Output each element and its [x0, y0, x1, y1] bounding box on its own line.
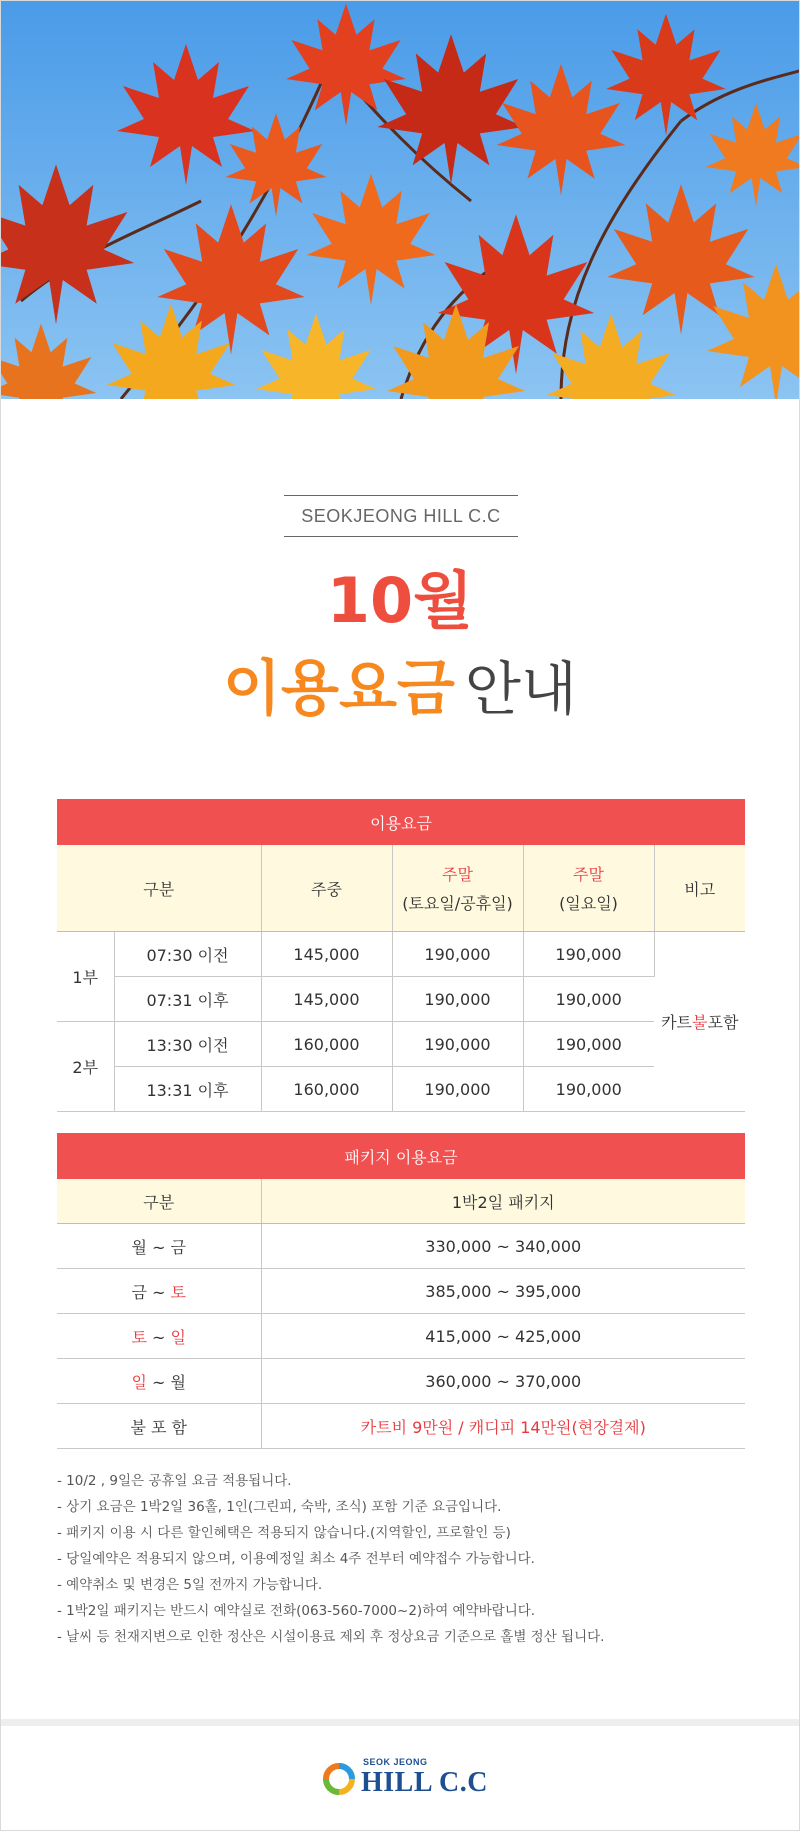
day-range — [57, 1359, 261, 1404]
fee-table — [57, 799, 745, 1112]
title-rest: 안내 — [464, 655, 577, 723]
autumn-maple-hero-image — [1, 1, 799, 399]
seokjeong-hill-logo — [321, 1757, 491, 1799]
header-weekday: 주중 — [261, 845, 392, 932]
day-range — [57, 1269, 261, 1314]
header-category: 구분 — [57, 845, 261, 932]
note-included: 포함 — [707, 1013, 739, 1032]
note-item: - 10/2 , 9일은 공휴일 요금 적용됩니다. — [57, 1473, 292, 1489]
sun-price: 190,000 — [523, 1067, 654, 1112]
weekday-price: 160,000 — [261, 1022, 392, 1067]
day-start: 월 — [131, 1237, 147, 1257]
day-start: 일 — [131, 1372, 147, 1392]
header-package: 1박2일 패키지 — [261, 1179, 745, 1224]
table-row — [57, 1067, 745, 1112]
table-row — [57, 932, 745, 977]
package-table — [57, 1133, 745, 1449]
package-price: 415,000 ~ 425,000 — [261, 1314, 745, 1359]
header-weekend-sun-sub: (일요일) — [559, 894, 618, 913]
package-price: 360,000 ~ 370,000 — [261, 1359, 745, 1404]
group-label: 1부 — [57, 932, 114, 1022]
note-cell — [654, 932, 745, 1112]
table-row — [57, 977, 745, 1022]
day-start: 금 — [131, 1282, 147, 1302]
fee-table-header-row — [57, 845, 745, 932]
header-weekend-sat-sub: (토요일/공휴일) — [402, 894, 513, 913]
header-category: 구분 — [57, 1179, 261, 1224]
table-row — [57, 1269, 745, 1314]
brand-name: SEOKJEONG HILL C.C — [284, 495, 518, 537]
note-item: - 당일예약은 적용되지 않으며, 이용예정일 최소 4주 전부터 예약접수 가능합니다. — [57, 1551, 535, 1567]
title-highlight: 이용요금 — [223, 654, 455, 724]
weekday-price: 160,000 — [261, 1067, 392, 1112]
package-price: 385,000 ~ 395,000 — [261, 1269, 745, 1314]
note-item: - 패키지 이용 시 다른 할인혜택은 적용되지 않습니다.(지역할인, 프로할인 등) — [57, 1525, 511, 1541]
excluded-value: 카트비 9만원 / 캐디피 14만원(현장결제) — [261, 1404, 745, 1449]
time-cell: 13:30 이전 — [114, 1022, 261, 1067]
time-cell: 07:30 이전 — [114, 932, 261, 977]
package-table-header-row — [57, 1179, 745, 1224]
day-end: 토 — [170, 1282, 186, 1302]
excluded-label: 불 포 함 — [57, 1404, 261, 1449]
fee-table-caption: 이용요금 — [57, 799, 745, 845]
sat-price: 190,000 — [392, 1067, 523, 1112]
notes-list — [57, 1468, 757, 1650]
time-cell: 07:31 이후 — [114, 977, 261, 1022]
table-row — [57, 1022, 745, 1067]
header-weekend-sun — [523, 845, 654, 932]
note-item: - 날씨 등 천재지변으로 인한 정산은 시설이용료 제외 후 정상요금 기준으로 홀별 정산 됩니다. — [57, 1629, 605, 1645]
title-month: 10월 — [326, 564, 474, 637]
time-cell: 13:31 이후 — [114, 1067, 261, 1112]
note-excluded: 불 — [692, 1013, 708, 1032]
sat-price: 190,000 — [392, 977, 523, 1022]
footer-divider — [1, 1719, 799, 1726]
note-item: - 예약취소 및 변경은 5일 전까지 가능합니다. — [57, 1577, 323, 1593]
day-range — [57, 1314, 261, 1359]
day-separator: ~ — [146, 1237, 171, 1257]
package-table-caption: 패키지 이용요금 — [57, 1133, 745, 1179]
day-separator: ~ — [146, 1372, 171, 1392]
sun-price: 190,000 — [523, 1022, 654, 1067]
sun-price: 190,000 — [523, 932, 654, 977]
header-weekend-sat — [392, 845, 523, 932]
day-end: 일 — [170, 1327, 186, 1347]
package-price: 330,000 ~ 340,000 — [261, 1224, 745, 1269]
header-weekend-sun-label: 주말 — [573, 865, 604, 884]
header-note: 비고 — [654, 845, 745, 932]
weekday-price: 145,000 — [261, 932, 392, 977]
logo-big-text: HILL C.C — [361, 1767, 488, 1798]
ring-logo-icon — [321, 1761, 357, 1797]
page-title — [1, 649, 799, 744]
note-cart: 카트 — [661, 1013, 693, 1032]
table-row — [57, 1224, 745, 1269]
sun-price: 190,000 — [523, 977, 654, 1022]
logo-small-text: SEOK JEONG — [363, 1757, 428, 1767]
sat-price: 190,000 — [392, 932, 523, 977]
day-start: 토 — [131, 1327, 147, 1347]
note-item: - 1박2일 패키지는 반드시 예약실로 전화(063-560-7000~2)하여 예약바랍니다. — [57, 1603, 536, 1619]
day-end: 월 — [170, 1372, 186, 1392]
weekday-price: 145,000 — [261, 977, 392, 1022]
table-row — [57, 1404, 745, 1449]
day-separator: ~ — [146, 1327, 171, 1347]
table-row — [57, 1314, 745, 1359]
maple-leaves-illustration — [1, 1, 799, 399]
note-item: - 상기 요금은 1박2일 36홀, 1인(그린피, 숙박, 조식) 포함 기준 요금입니다. — [57, 1499, 502, 1515]
sat-price: 190,000 — [392, 1022, 523, 1067]
day-end: 금 — [170, 1237, 186, 1257]
day-separator: ~ — [146, 1282, 171, 1302]
table-row — [57, 1359, 745, 1404]
header-weekend-sat-label: 주말 — [442, 865, 473, 884]
day-range — [57, 1224, 261, 1269]
group-label: 2부 — [57, 1022, 114, 1112]
